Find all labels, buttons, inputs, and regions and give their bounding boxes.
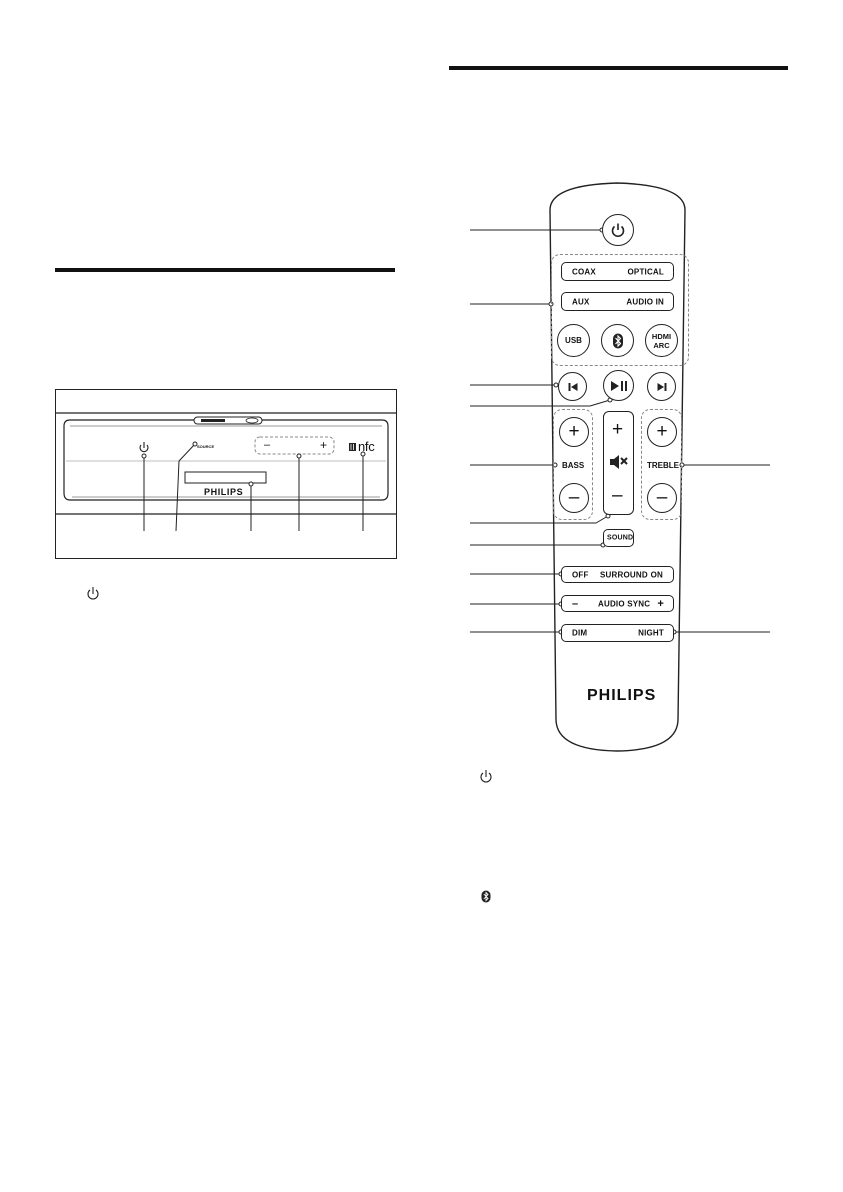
source-label: SOURCE [197, 444, 215, 449]
optical-label: OPTICAL [627, 267, 664, 276]
remote-power-button[interactable] [602, 214, 634, 246]
previous-button[interactable] [558, 372, 587, 401]
hdmi-label: HDMI [651, 331, 672, 341]
audio-sync-button[interactable] [561, 595, 674, 612]
remote-brand: PHILIPS [587, 687, 657, 704]
surround-off-label: OFF [572, 570, 589, 579]
mute-icon [609, 454, 629, 470]
sound-label: SOUND [607, 534, 634, 542]
surround-label: SURROUND [600, 570, 648, 579]
aux-audio-in-button[interactable] [561, 292, 674, 311]
surround-button[interactable] [561, 566, 674, 583]
play-pause-button[interactable] [603, 370, 634, 401]
audio-sync-label: AUDIO SYNC [598, 599, 651, 608]
bluetooth-icon [612, 333, 624, 349]
usb-button[interactable] [557, 324, 590, 357]
volume-plus-label: + [320, 438, 328, 452]
coax-label: COAX [572, 267, 596, 276]
soundbar-brand: PHILIPS [204, 487, 244, 497]
coax-optical-button[interactable] [561, 262, 674, 281]
bass-plus-button[interactable] [559, 417, 589, 447]
hdmi-arc-button[interactable] [645, 324, 678, 357]
treble-minus-label: – [656, 487, 668, 508]
bass-plus-label: + [568, 421, 580, 442]
next-track-icon [656, 382, 668, 392]
bluetooth-icon [481, 890, 491, 903]
arc-label: ARC [653, 340, 670, 350]
surround-on-label: ON [650, 570, 663, 579]
volume-minus-label: – [264, 439, 271, 451]
bluetooth-button[interactable] [601, 324, 634, 357]
night-label: NIGHT [638, 628, 664, 638]
volume-plus-label: + [612, 419, 624, 440]
bass-minus-label: – [568, 487, 580, 508]
treble-plus-label: + [656, 421, 668, 442]
bass-minus-button[interactable] [559, 483, 589, 513]
dim-label: DIM [572, 628, 588, 638]
nfc-label: nfc [358, 439, 375, 454]
volume-minus-label: – [612, 485, 623, 506]
audio-sync-plus: + [657, 597, 664, 610]
bass-label: BASS [562, 461, 585, 470]
usb-label: USB [565, 336, 582, 345]
aux-label: AUX [572, 297, 590, 306]
power-icon [479, 768, 493, 784]
treble-label: TREBLE [647, 461, 679, 470]
treble-minus-button[interactable] [647, 483, 677, 513]
power-icon [610, 222, 626, 238]
audio-in-label: AUDIO IN [626, 297, 664, 306]
sound-button[interactable] [603, 529, 634, 547]
next-button[interactable] [647, 372, 676, 401]
play-pause-icon [610, 380, 628, 392]
previous-track-icon [567, 382, 579, 392]
treble-plus-button[interactable] [647, 417, 677, 447]
dim-night-button[interactable] [561, 624, 674, 642]
audio-sync-minus: – [572, 597, 579, 610]
